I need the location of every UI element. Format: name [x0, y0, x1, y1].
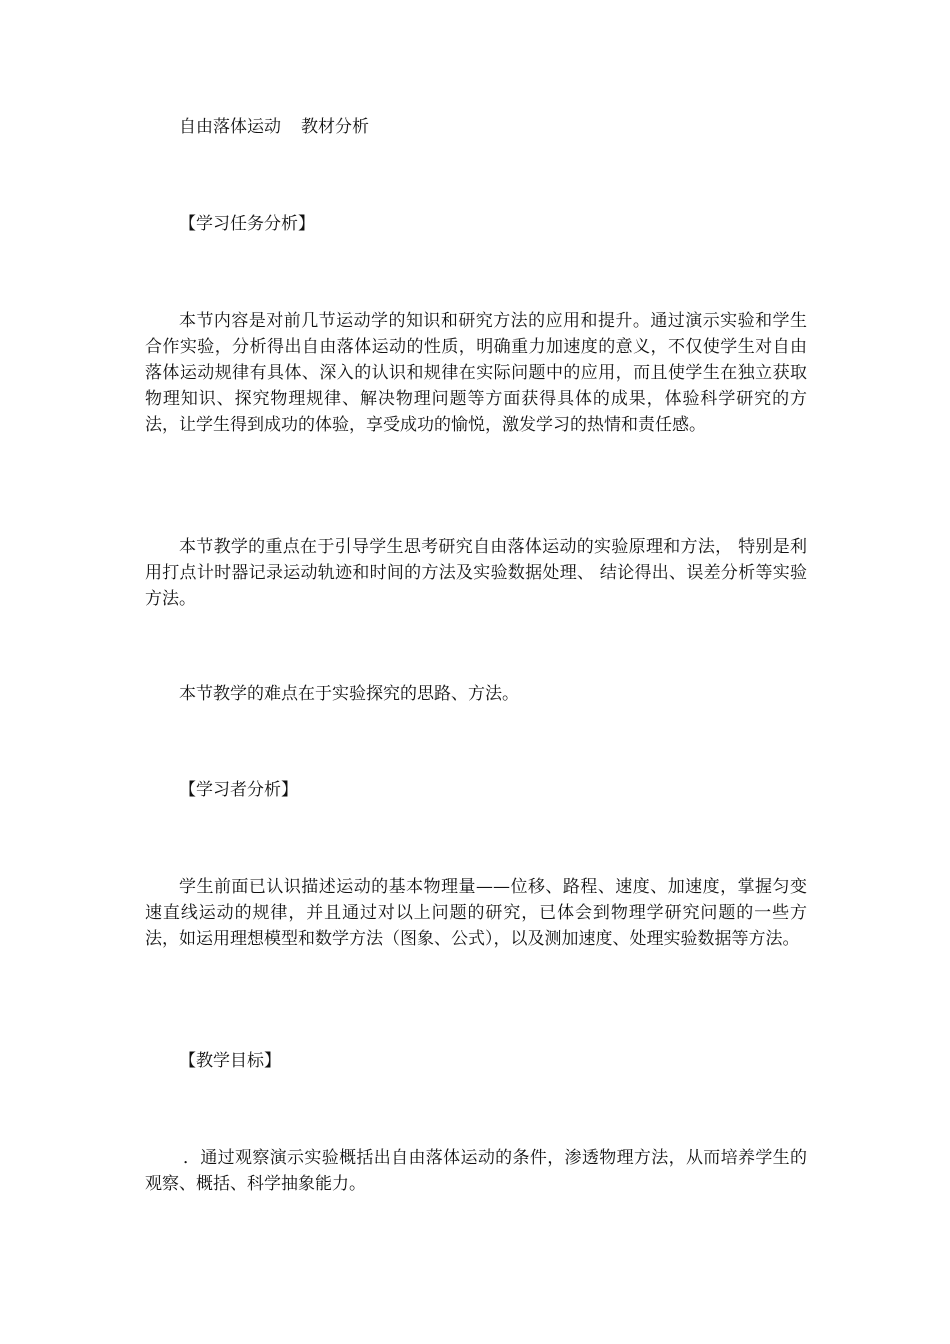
section-heading-teaching-goals: 【教学目标】 — [179, 1051, 281, 1071]
paragraph-difficulties: 本节教学的难点在于实验探究的思路、方法。 — [179, 684, 519, 704]
document-title — [179, 114, 369, 140]
title-subtitle: 教材分析 — [301, 117, 369, 137]
paragraph-learner-analysis: 学生前面已认识描述运动的基本物理量——位移、路程、速度、加速度，掌握匀变速直线运动的规律，并且通过对以上问题的研究，已体会到物理学研究问题的一些方法，如运用理想模型和数学方法（图象、公式），以及测加速度、处理实验数据等方法。 — [145, 877, 807, 949]
section-heading-task-analysis: 【学习任务分析】 — [179, 214, 315, 234]
paragraph-key-points: 本节教学的重点在于引导学生思考研究自由落体运动的实验原理和方法， 特别是利用打点计时器记录运动轨迹和时间的方法及实验数据处理、 结论得出、误差分析等实验方法。 — [145, 537, 807, 609]
paragraph-goal-item: ．通过观察演示实验概括出自由落体运动的条件，渗透物理方法，从而培养学生的观察、概括、科学抽象能力。 — [145, 1148, 807, 1194]
title-topic: 自由落体运动 — [179, 117, 281, 137]
section-heading-learner-analysis: 【学习者分析】 — [179, 780, 298, 800]
paragraph-task-analysis-content: 本节内容是对前几节运动学的知识和研究方法的应用和提升。通过演示实验和学生合作实验，分析得出自由落体运动的性质，明确重力加速度的意义，不仅使学生对自由落体运动规律有具体、深入的认识和规律在实际问题中的应用，而且使学生在独立获取物理知识、探究物理规律、解决物理问题等方面获得具体的成果，体验科学研究的方法，让学生得到成功的体验，享受成功的愉悦，激发学习的热情和责任感。 — [145, 311, 807, 435]
